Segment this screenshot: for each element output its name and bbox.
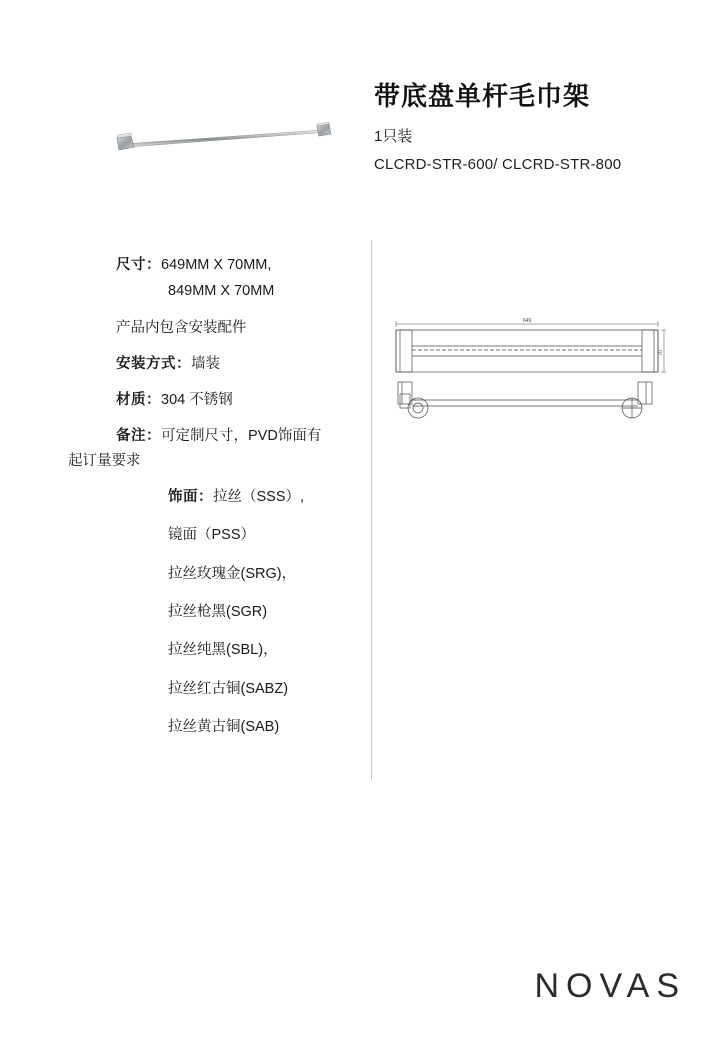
finish-item-5: 拉丝红古铜(SABZ) xyxy=(168,680,289,697)
spec-note xyxy=(68,426,358,471)
dimension-right: 70 xyxy=(658,350,664,356)
finish-item-3: 拉丝枪黑(SGR) xyxy=(168,603,268,620)
finish-item-1: 镜面（PSS） xyxy=(168,527,256,544)
model-numbers: CLCRD-STR-600/ CLCRD-STR-800 xyxy=(374,156,622,173)
spec-note-value-2: 起订量要求 xyxy=(68,452,141,469)
finish-item-2: 拉丝玫瑰金(SRG)， xyxy=(168,565,297,582)
spec-material-value: 304 不锈钢 xyxy=(161,392,233,409)
spec-installation-value: 墙装 xyxy=(191,355,220,372)
specification-list xyxy=(68,255,358,755)
product-header xyxy=(374,76,694,173)
vertical-divider xyxy=(371,240,372,780)
spec-finish-label: 饰面： xyxy=(168,489,213,506)
page-title: 带底盘单杆毛巾架 xyxy=(374,82,591,111)
spec-installation xyxy=(68,354,358,374)
finish-item-6: 拉丝黄古铜(SAB) xyxy=(168,718,280,735)
dimension-top: 649 xyxy=(522,318,532,324)
finish-item-0 xyxy=(68,487,358,507)
spec-material-label: 材质： xyxy=(116,392,161,409)
product-photo xyxy=(95,110,345,170)
finish-list xyxy=(68,487,358,737)
spec-size xyxy=(68,255,358,302)
spec-includes xyxy=(68,318,358,338)
spec-includes-value: 产品内包含安装配件 xyxy=(116,319,247,336)
quantity-label: 1只装 xyxy=(374,128,413,145)
finish-item-4: 拉丝纯黑(SBL)， xyxy=(168,642,278,659)
spec-material xyxy=(68,390,358,410)
spec-installation-label: 安装方式： xyxy=(116,355,191,372)
finish-value-0: 拉丝（SSS）, xyxy=(213,489,305,506)
spec-note-value: 可定制尺寸，PVD饰面有 xyxy=(161,428,322,445)
spec-size-label: 尺寸： xyxy=(116,257,161,273)
spec-note-label: 备注： xyxy=(116,428,161,445)
spec-finish xyxy=(68,487,358,737)
technical-drawing xyxy=(388,316,666,441)
spec-size-value: 649MM X 70MM, xyxy=(161,257,272,273)
spec-size-value-2: 849MM X 70MM xyxy=(168,283,275,300)
brand-logo: NOVAS xyxy=(534,967,686,1005)
